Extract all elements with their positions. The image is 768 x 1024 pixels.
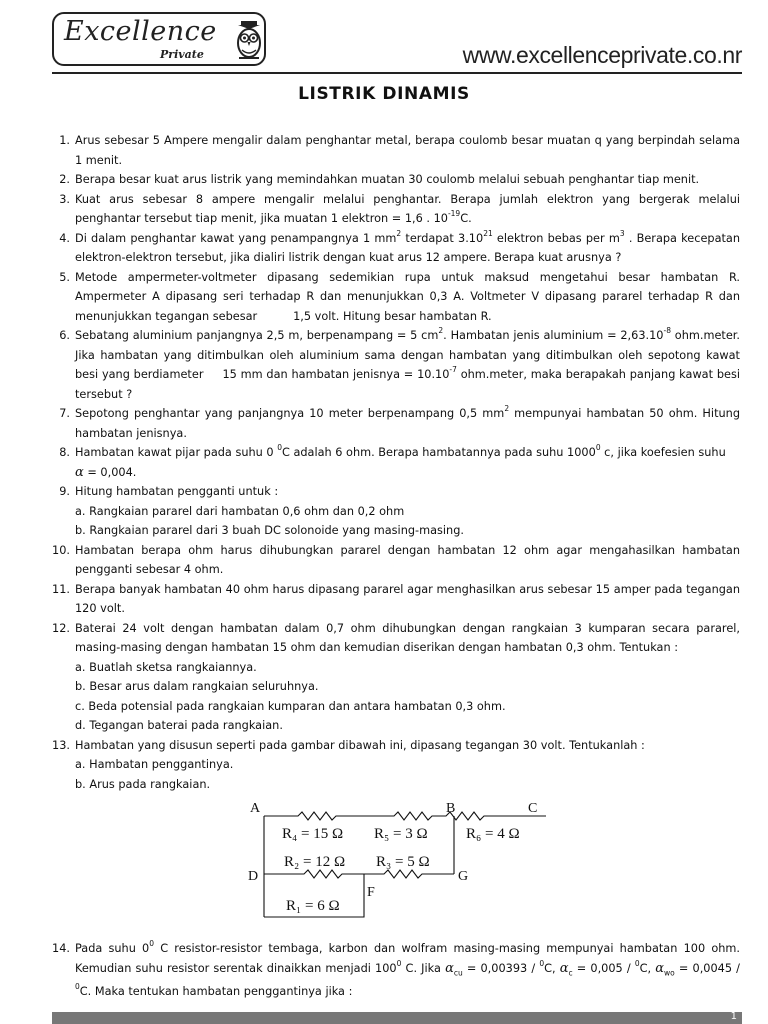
question-list xyxy=(40,131,744,1002)
superscript: 2 xyxy=(396,228,402,238)
question-text: ohm.meter. Jika hambatan yang ditimbulkan oleh aluminium sama dengan hambatan yang ditimbulkan oleh sepotong kawat besi yang berdiameter 15 mm dan hambatan jenisnya = 10.10 xyxy=(75,329,744,381)
header-divider xyxy=(52,72,742,74)
sub-item: a. Hambatan penggantinya. xyxy=(75,758,234,771)
superscript: 2 xyxy=(438,326,444,336)
question-2 xyxy=(40,170,740,190)
question-7 xyxy=(40,404,740,443)
owl-mascot-icon xyxy=(232,20,266,62)
resistor-label-r5: R₅ = 3 Ω xyxy=(374,826,428,842)
superscript: -7 xyxy=(449,365,457,375)
question-text: Berapa banyak hambatan 40 ohm harus dipasang pararel agar menghasilkan arus sebesar 15 amper pada tegangan 120 volt. xyxy=(75,582,740,615)
question-text: Berapa besar kuat arus listrik yang memindahkan muatan 30 coulomb melalui sebuah penghantar tiap menit. xyxy=(75,173,700,186)
question-12 xyxy=(40,619,740,736)
sub-item: d. Tegangan baterai pada rangkaian. xyxy=(75,719,283,732)
node-label-a: A xyxy=(250,802,261,816)
sub-item: c. Beda potensial pada rangkaian kumparan dan antara hambatan 0,3 ohm. xyxy=(75,699,506,713)
alpha-symbol: α xyxy=(75,464,84,480)
resistor-label-r4: R₄ = 15 Ω xyxy=(282,826,344,842)
question-number: 1. xyxy=(59,134,70,147)
question-number: 13. xyxy=(52,738,70,752)
logo-wordmark: Excellence xyxy=(64,16,217,47)
superscript: 0 xyxy=(595,443,601,453)
node-label-c: C xyxy=(528,802,538,816)
question-text: = 0,0045 / xyxy=(674,961,740,975)
node-label-g: G xyxy=(458,869,469,884)
superscript: 0 xyxy=(396,958,402,968)
logo xyxy=(52,12,266,66)
question-text: Arus sebesar 5 Ampere mengalir dalam penghantar metal, berapa coulomb besar muatan q yang berpindah selama 1 menit. xyxy=(75,134,740,167)
question-number: 4. xyxy=(59,231,70,245)
sub-item: b. Besar arus dalam rangkaian seluruhnya. xyxy=(75,680,319,693)
question-text: ohm.meter, maka berapakah panjang kawat besi tersebut ? xyxy=(75,368,740,401)
superscript: 0 xyxy=(539,958,545,968)
question-text: terdapat 3.10 xyxy=(401,231,484,245)
question-number: 5. xyxy=(59,270,70,284)
question-text-tail: mempunyai hambatan 50 ohm. Hitung hambatan jenisnya. xyxy=(75,407,740,440)
question-1 xyxy=(40,131,740,170)
question-3 xyxy=(40,190,740,229)
question-text: C, xyxy=(639,961,656,975)
subscript: wo xyxy=(664,967,675,977)
question-text: = 0,00393 / xyxy=(462,961,540,975)
resistor-label-r1: R₁ = 6 Ω xyxy=(286,898,340,914)
node-label-b: B xyxy=(446,802,456,816)
superscript: 2 xyxy=(504,404,510,414)
superscript: 3 xyxy=(619,228,625,238)
question-number: 2. xyxy=(59,173,70,186)
subscript: cu xyxy=(453,967,463,977)
question-8 xyxy=(40,443,740,482)
question-number: 7. xyxy=(59,407,70,420)
wire-middle xyxy=(264,870,454,878)
resistor-label-r3: R₃ = 5 Ω xyxy=(376,854,430,870)
question-text: Hambatan berapa ohm harus dihubungkan pararel dengan hambatan 12 ohm agar mengahasilkan hambatan pengganti sebesar 4 ohm. xyxy=(75,543,740,576)
node-label-d: D xyxy=(248,869,259,884)
superscript: 0 xyxy=(634,958,640,968)
question-text: C, xyxy=(544,961,560,975)
footer-bar xyxy=(52,1012,742,1024)
question-text: Kuat arus sebesar 8 ampere mengalir melalui penghantar. Berapa jumlah elektron yang bergerak melalui penghantar tersebut tiap menit, jika muatan 1 elektron = 1,6 . 10 xyxy=(75,192,740,225)
node-label-f: F xyxy=(367,885,375,900)
question-13 xyxy=(40,736,740,940)
superscript: 0 xyxy=(277,443,282,453)
question-text: Pada suhu 0 xyxy=(75,942,150,955)
question-text: C adalah 6 ohm. Berapa hambatannya pada suhu 1000 xyxy=(281,446,596,459)
question-text: Baterai 24 volt dengan hambatan dalam 0,7 ohm dihubungkan dengan rangkaian 3 kumparan secara pararel, masing-masing dengan hambatan 15 ohm dan kemudian diserikan dengan hambatan 0,3 ohm. Tentukan : xyxy=(75,621,740,654)
wire-top xyxy=(264,812,546,820)
question-number: 10. xyxy=(52,543,70,557)
superscript: 21 xyxy=(483,228,493,238)
question-text: C. Jika xyxy=(401,961,446,975)
resistor-label-r6: R₆ = 4 Ω xyxy=(466,826,520,842)
question-number: 11. xyxy=(52,582,70,596)
question-text: . Hambatan jenis aluminium = 2,63.10 xyxy=(443,329,664,342)
resistor-label-r2: R₂ = 12 Ω xyxy=(284,854,346,870)
superscript: -8 xyxy=(663,326,671,336)
sub-item: a. Rangkaian pararel dari hambatan 0,6 ohm dan 0,2 ohm xyxy=(75,504,405,518)
question-number: 14. xyxy=(52,942,70,955)
question-text: C resistor-resistor tembaga, karbon dan wolfram masing-masing mempunyai hambatan 100 ohm. Kemudian suhu resistor serentak dinaikkan menjadi 100 xyxy=(75,942,740,975)
question-14 xyxy=(40,939,740,1002)
question-10 xyxy=(40,541,740,580)
question-text: = 0,005 / xyxy=(572,961,635,975)
question-text: Metode ampermeter-voltmeter dipasang sedemikian rupa untuk maksud mengetahui besar hambatan R. Ampermeter A dipasang seri terhadap R dan menunjukkan 0,3 A. Voltmeter V dipasang pararel terhadap R dan menunjukkan tegangan sebesar 1,5 volt. Hitung besar hambatan R. xyxy=(75,270,744,323)
superscript: 0 xyxy=(75,982,80,992)
question-text: c, jika koefesien suhu xyxy=(600,446,726,459)
question-number: 9. xyxy=(59,485,70,498)
circuit-diagram-container xyxy=(40,794,740,939)
question-text: = 0,004. xyxy=(83,465,137,479)
question-5 xyxy=(40,268,744,327)
superscript: -19 xyxy=(447,209,461,219)
website-url: www.excellenceprivate.co.nr xyxy=(462,42,742,68)
question-text: Hambatan kawat pijar pada suhu 0 xyxy=(75,446,278,459)
question-text: C. Maka tentukan hambatan penggantinya jika : xyxy=(79,985,353,999)
question-number: 8. xyxy=(59,446,70,459)
question-number: 12. xyxy=(52,621,70,635)
page-title: LISTRIK DINAMIS xyxy=(298,84,470,104)
question-text: elektron bebas per m xyxy=(492,231,620,245)
alpha-symbol: α xyxy=(559,960,569,976)
question-text: Hitung hambatan pengganti untuk : xyxy=(75,485,279,498)
question-text: Sebatang aluminium panjangnya 2,5 m, berpenampang = 5 cm xyxy=(75,329,439,342)
circuit-diagram xyxy=(246,802,546,937)
question-text: Di dalam penghantar kawat yang penampangnya 1 mm xyxy=(75,231,397,245)
question-6 xyxy=(40,326,744,404)
alpha-symbol: α xyxy=(655,960,665,976)
sub-item: b. Arus pada rangkaian. xyxy=(75,777,211,791)
question-9 xyxy=(40,482,740,541)
resistor-r1-zigzag xyxy=(290,890,328,898)
question-number: 6. xyxy=(59,329,70,342)
sub-item: b. Rangkaian pararel dari 3 buah DC solonoide yang masing-masing. xyxy=(75,524,464,537)
question-text-tail: C. xyxy=(460,212,472,225)
question-4 xyxy=(40,229,740,268)
question-11 xyxy=(40,580,740,619)
question-number: 3. xyxy=(59,192,70,206)
superscript: 0 xyxy=(149,939,155,949)
question-text: Sepotong penghantar yang panjangnya 10 meter berpenampang 0,5 mm xyxy=(75,407,505,420)
question-text: Hambatan yang disusun seperti pada gambar dibawah ini, dipasang tegangan 30 volt. Tentukanlah : xyxy=(75,738,645,752)
logo-subtitle: Private xyxy=(160,48,204,61)
page-number: 1 xyxy=(730,1011,737,1022)
alpha-symbol: α xyxy=(445,960,454,976)
question-text: . Berapa kecepatan elektron-elektron tersebut, jika dialiri listrik dengan kuat arus 12 ampere. Berapa kuat arusnya ? xyxy=(75,231,741,264)
subscript: c xyxy=(568,967,573,977)
sub-item: a. Buatlah sketsa rangkaiannya. xyxy=(75,660,257,674)
